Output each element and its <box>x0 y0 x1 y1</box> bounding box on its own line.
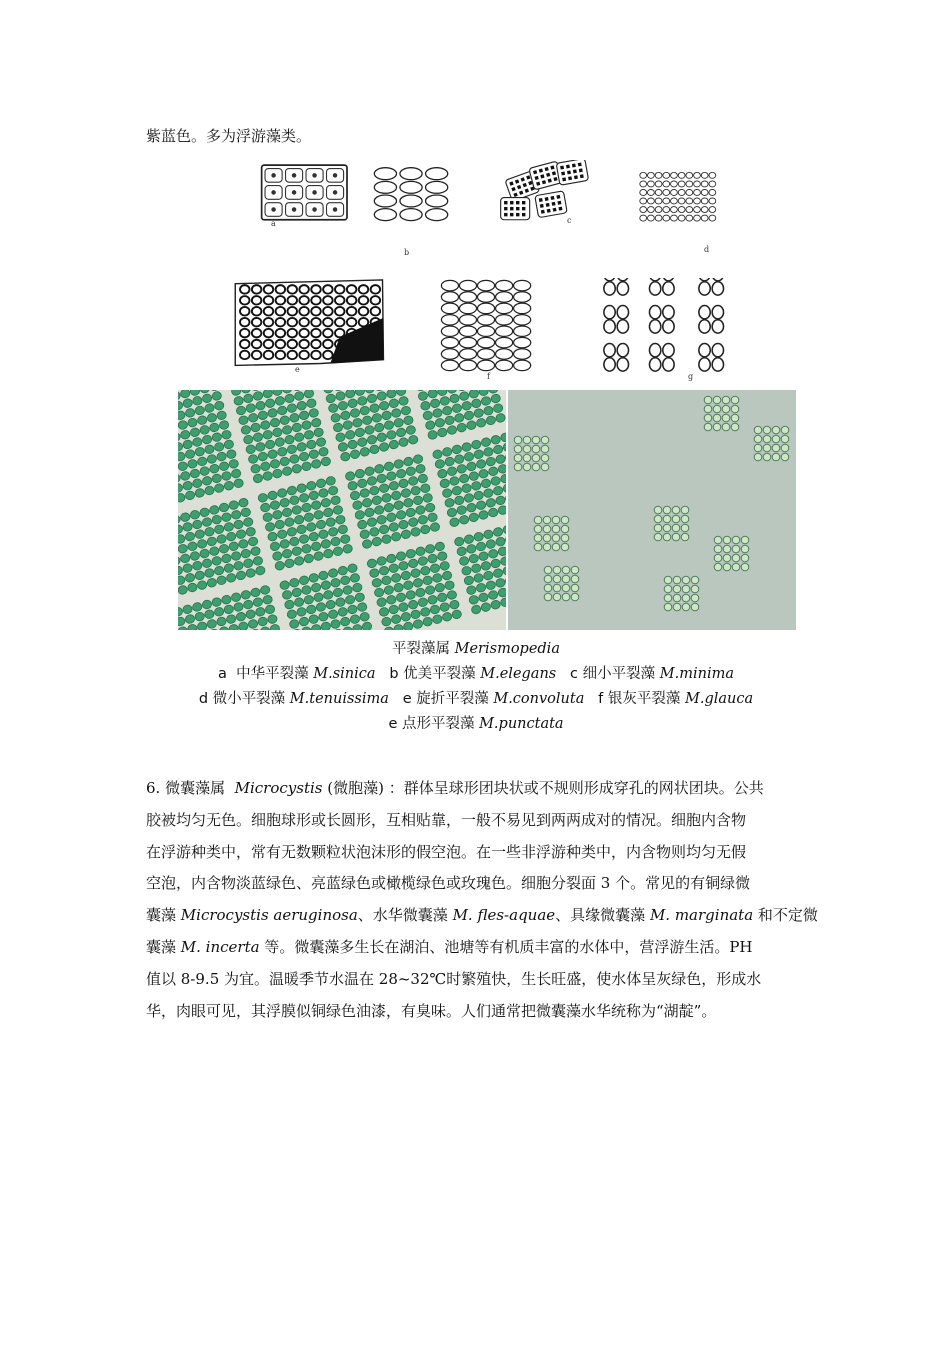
species-marginata: M. marginata <box>649 906 754 925</box>
sketch-label-f: f <box>487 372 490 381</box>
sketch-f <box>441 280 530 370</box>
micrograph-left <box>178 390 506 630</box>
l5e: 、具缘微囊藻 <box>555 906 650 925</box>
sketch-a <box>262 165 347 220</box>
paragraph-line-4: 空泡，内含物淡蓝绿色、亮蓝绿色或橄榄绿色或玫瑰色。细胞分裂面 3 个。常见的有铜绿微 <box>146 874 751 893</box>
intro-line: 紫蓝色。多为浮游藻类。 <box>146 127 312 145</box>
microcystis-paragraph <box>146 773 818 1027</box>
merismopedia-figure <box>178 160 796 630</box>
sketch-d <box>640 172 716 221</box>
caption-item-f: f 银灰平裂藻 <box>584 691 686 707</box>
sketch-label-e: e <box>295 365 300 374</box>
species-aeruginosa: Microcystis aeruginosa <box>180 906 358 925</box>
micrograph-right <box>508 390 796 630</box>
l6c: 等。微囊藻多生长在湖泊、池塘等有机质丰富的水体中，营浮游生活。PH <box>259 937 753 956</box>
line1-rest: (微胞藻) ：群体呈球形团块状或不规则形成穿孔的网状团块。公共 <box>322 779 764 797</box>
caption-item-d-latin: M.tenuissima <box>289 691 389 707</box>
caption-title-cn: 平裂藻属 <box>392 641 455 657</box>
l5c: 、水华微囊藻 <box>357 906 453 925</box>
paragraph-line-6 <box>146 932 814 964</box>
caption-item-c-latin: M.minima <box>659 666 734 682</box>
sketch-label-g: g <box>688 372 694 381</box>
caption-item-a: a 中华平裂藻 <box>218 666 314 682</box>
section-number-title: 6. 微囊藻属 <box>146 779 235 797</box>
caption-item-e2: e 点形平裂藻 <box>388 716 480 732</box>
caption-item-a-latin: M.sinica <box>313 666 376 682</box>
sketch-c <box>501 160 589 220</box>
caption-title-latin: Merismopedia <box>454 641 560 657</box>
genus-latin: Microcystis <box>234 779 323 797</box>
sketch-label-b: b <box>404 248 410 257</box>
paragraph-line-2: 胶被均匀无色。细胞球形或长圆形，互相贴靠，一般不易见到两两成对的情况。细胞内含物 <box>146 810 747 829</box>
sketch-label-a: a <box>271 219 276 228</box>
paragraph-line-7: 值以 8-9.5 为宜。温暖季节水温在 28~32℃时繁殖快，生长旺盛，使水体呈灰绿色，形成水 <box>146 969 762 988</box>
caption-item-f-latin: M.glauca <box>685 691 754 707</box>
species-fles-aquae: M. fles-aquae <box>452 906 556 925</box>
paragraph-line-3: 在浮游种类中，常有无数颗粒状泡沫形的假空泡。在一些非浮游种类中，内含物则均匀无假 <box>146 842 747 861</box>
caption-item-c: c 细小平裂藻 <box>556 666 660 682</box>
sketch-label-d: d <box>704 245 710 254</box>
l5a: 囊藻 <box>146 906 181 925</box>
sketch-row-bottom <box>178 278 796 373</box>
l5g: 和不定微 <box>753 906 818 925</box>
figure-caption-line-2 <box>0 662 952 683</box>
caption-item-e-latin: M.convoluta <box>493 691 585 707</box>
sketch-b <box>374 168 447 221</box>
species-incerta: M. incerta <box>180 937 260 956</box>
paragraph-line-5 <box>146 900 818 932</box>
caption-item-b-latin: M.elegans <box>480 666 557 682</box>
paragraph-line-1 <box>146 773 814 805</box>
caption-item-e: e 旋折平裂藻 <box>388 691 494 707</box>
sketch-label-c: c <box>567 216 572 225</box>
sketch-e <box>235 280 383 366</box>
sketch-g <box>604 278 724 371</box>
paragraph-line-8: 华，肉眼可见，其浮膜似铜绿色油漆，有臭味。人们通常把微囊藻水华统称为“湖靛”。 <box>146 1001 717 1020</box>
caption-item-e2-latin: M.punctata <box>479 716 564 732</box>
caption-item-b: b 优美平裂藻 <box>375 666 481 682</box>
caption-item-d: d 微小平裂藻 <box>198 691 290 707</box>
figure-caption-title <box>0 637 952 658</box>
figure-caption-line-3 <box>0 687 952 708</box>
figure-caption-line-4 <box>0 712 952 733</box>
l6a: 囊藻 <box>146 937 181 956</box>
